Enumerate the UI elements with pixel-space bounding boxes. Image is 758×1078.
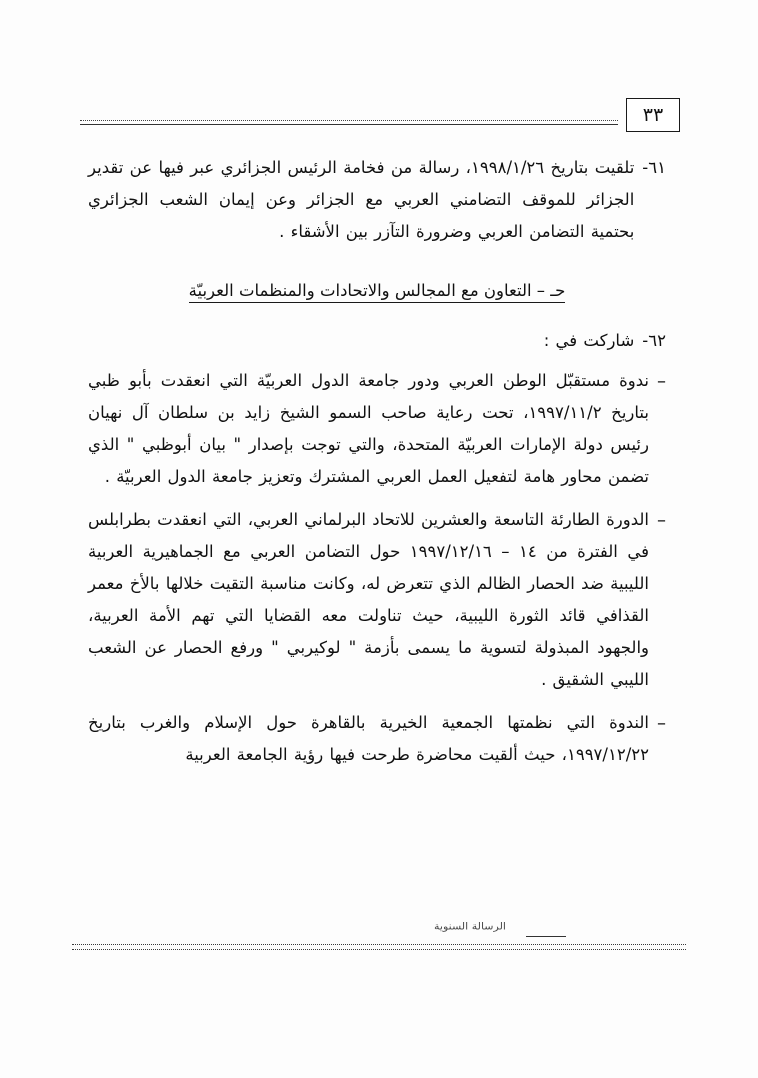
list-item-text: الدورة الطارئة التاسعة والعشرين للاتحاد البرلماني العربي، التي انعقدت بطرابلس في الفترة من ١٤ – ١٩٩٧/١٢/١٦ حول التضامن العربي مع الجماهيرية العربية الليبية ضد الحصار الظالم الذي تتعرض له، وكانت مناسبة التقيت خلالها بالأخ معمر القذافي قائد الثورة الليبية، حيث تناولت معه القضايا التي تهم الأمة العربية، والجهود المبذولة لتسوية ما يسمى بأزمة " لوكيربي " ورفع الحصار عن الشعب الليبي الشقيق . [88,509,649,690]
dash-bullet-icon: – [657,509,666,531]
section-heading [88,275,666,307]
bullet-list [88,365,666,771]
list-item-text: الندوة التي نظمتها الجمعية الخيرية بالقاهرة حول الإسلام والغرب بتاريخ ١٩٩٧/١٢/٢٢، حيث ألقيت محاضرة طرحت فيها رؤية الجامعة العربية [88,712,649,764]
paragraph-marker: ٦٢- [642,330,666,350]
list-item [88,365,666,494]
page-header [80,98,680,132]
list-item [88,707,666,771]
dash-bullet-icon: – [657,712,666,734]
numbered-paragraph-62 [88,325,666,357]
footer-divider [72,944,686,950]
page-number-box [626,98,680,132]
dash-bullet-icon: – [657,370,666,392]
section-heading-text: حـ – التعاون مع المجالس والاتحادات والمنظمات العربيّة [189,281,566,303]
page-number: ٣٣ [642,103,664,126]
paragraph-marker: ٦١- [642,158,666,177]
page-content [88,152,666,781]
numbered-paragraph-61 [88,152,666,249]
paragraph-text: شاركت في : [543,330,635,350]
footer-note: الرسالة السنوية [434,920,506,933]
paragraph-text: تلقيت بتاريخ ١٩٩٨/١/٢٦، رسالة من فخامة الرئيس الجزائري عبر فيها عن تقدير الجزائر للموقف التضامني العربي مع الجزائر وعن إيمان الشعب الجزائري بحتمية التضامن العربي وضرورة التآزر بين الأشقاء . [88,158,635,242]
header-divider [80,120,618,125]
page-footer [72,920,686,960]
list-item-text: ندوة مستقبّل الوطن العربي ودور جامعة الدول العربيّة التي انعقدت بأبو ظبي بتاريخ ١٩٩٧/١١/٢، تحت رعاية صاحب السمو الشيخ زايد بن سلطان آل نهيان رئيس دولة الإمارات العربيّة المتحدة، والتي توجت بإصدار " بيان أبوظبي " الذي تضمن محاور هامة لتفعيل العمل العربي المشترك وتعزيز جامعة الدول العربيّة . [88,370,649,487]
list-item [88,504,666,697]
footer-dash [526,936,566,937]
